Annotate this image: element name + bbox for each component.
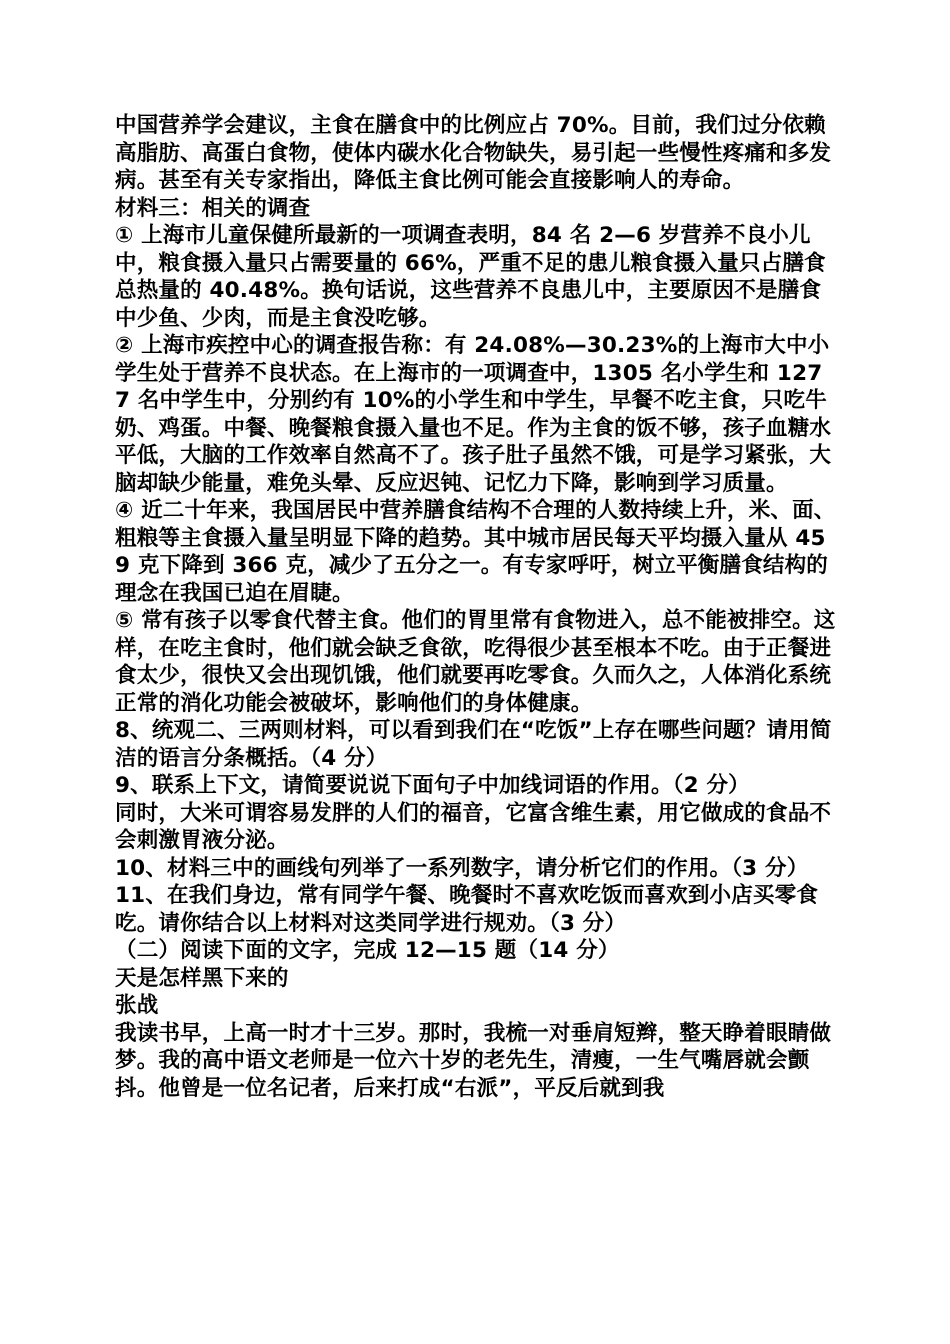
paragraph-staple-food-ratio: 中国营养学会建议，主食在膳食中的比例应占 70%。目前，我们过分依赖高脂肪、高蛋白食物，使体内碳水化合物缺失，易引起一些慢性疼痛和多发病。甚至有关专家指出，降低主食比例可能会直接影响人的寿命。 <box>115 113 832 193</box>
question-9-quote: 同时，大米可谓容易发胖的人们的福音，它富含维生素，用它做成的食品不会刺激胃液分泌。 <box>115 800 832 853</box>
question-10: 10、材料三中的画线句列举了一系列数字，请分析它们的作用。（3 分） <box>115 855 809 881</box>
document-page <box>115 112 837 1102</box>
heading-material-three: 材料三：相关的调查 <box>115 195 311 221</box>
article-title: 天是怎样黑下来的 <box>115 965 289 991</box>
section-two-heading: （二）阅读下面的文字，完成 12—15 题（14 分） <box>115 938 620 963</box>
question-9: 9、联系上下文，请简要说说下面句子中加线词语的作用。（2 分） <box>115 773 750 798</box>
paragraph-survey-5: ⑤ 常有孩子以零食代替主食。他们的胃里常有食物进入，总不能被排空。这样，在吃主食时，他们就会缺乏食欲，吃得很少甚至根本不吃。由于正餐进食太少，很快又会出现饥饿，他们就要再吃零食。久而久之，人体消化系统正常的消化功能会被破坏，影响他们的身体健康。 <box>115 608 836 716</box>
article-body-paragraph: 我读书早，上高一时才十三岁。那时，我梳一对垂肩短辫，整天睁着眼睛做梦。我的高中语文老师是一位六十岁的老先生，清瘦，一生气嘴唇就会颤抖。他曾是一位名记者，后来打成“右派”，平反后就到我 <box>115 1020 832 1101</box>
question-11: 11、在我们身边，常有同学午餐、晚餐时不喜欢吃饭而喜欢到小店买零食吃。请你结合以上材料对这类同学进行规劝。（3 分） <box>115 883 819 936</box>
paragraph-survey-2: ② 上海市疾控中心的调查报告称：有 24.08%—30.23%的上海市大中小学生处于营养不良状态。在上海市的一项调查中，1305 名小学生和 1277 名中学生中，分别约有 10%的小学生和中学生，早餐不吃主食，只吃牛奶、鸡蛋。中餐、晚餐粮食摄入量也不足。作为主食的饭不够，孩子血糖水平低，大脑的工作效率自然高不了。孩子肚子虽然不饿，可是学习紧张，大脑却缺少能量，难免头晕、反应迟钝、记忆力下降，影响到学习质量。 <box>115 333 832 496</box>
paragraph-survey-1: ① 上海市儿童保健所最新的一项调查表明，84 名 2—6 岁营养不良小儿中，粮食摄入量只占需要量的 66%，严重不足的患儿粮食摄入量只占膳食总热量的 40.48%。换句话说，这些营养不良患儿中，主要原因不是膳食中少鱼、少肉，而是主食没吃够。 <box>115 223 826 331</box>
article-author: 张战 <box>115 993 159 1018</box>
question-8: 8、统观二、三两则材料，可以看到我们在“吃饭”上存在哪些问题？请用简洁的语言分条概括。（4 分） <box>115 718 832 771</box>
paragraph-survey-4: ④ 近二十年来，我国居民中营养膳食结构不合理的人数持续上升，米、面、粗粮等主食摄入量呈明显下降的趋势。其中城市居民每天平均摄入量从 459 克下降到 366 克，减少了五分之一。有专家呼吁，树立平衡膳食结构的理念在我国已迫在眉睫。 <box>115 498 836 606</box>
